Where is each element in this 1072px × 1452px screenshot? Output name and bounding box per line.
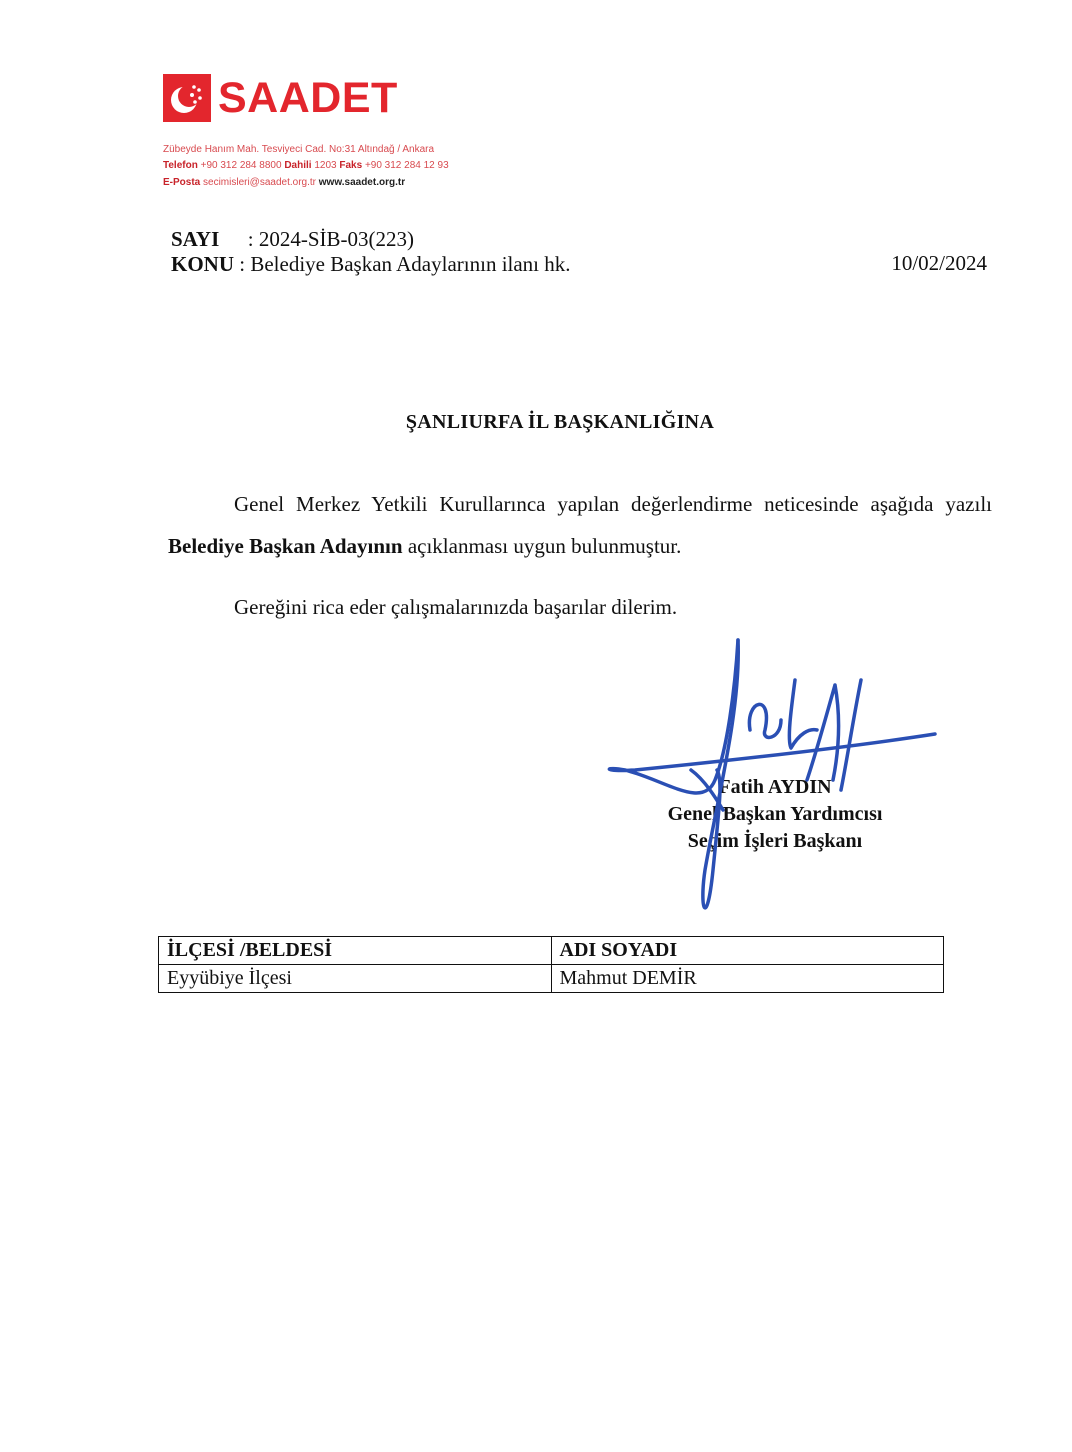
phone-label: Telefon [163, 160, 198, 171]
konu-label: KONU [171, 252, 234, 276]
body-paragraph-1 [168, 483, 992, 567]
email-label: E-Posta [163, 177, 201, 188]
konu-line [171, 251, 571, 277]
letterhead-phone-line [163, 159, 449, 173]
p1-start: Genel Merkez Yetkili Kurullarınca yapılan değerlendirme neticesinde aşağıda yazılı [234, 492, 992, 516]
signer-title-1: Genel Başkan Yardımcısı [667, 803, 883, 825]
website-link[interactable]: www.saadet.org.tr [318, 177, 406, 188]
header-full-name: ADI SOYADI [551, 937, 944, 965]
sayi-label: SAYI [171, 227, 220, 251]
sayi-value: : 2024-SİB-03(223) [247, 227, 415, 251]
cell-full-name: Mahmut DEMİR [551, 965, 944, 993]
table-row [159, 965, 944, 993]
email-value: secimisleri@saadet.org.tr [203, 177, 316, 188]
p1-bold: Belediye Başkan Adayının [168, 534, 403, 558]
header-district: İLÇESİ /BELDESİ [159, 937, 552, 965]
logo-emblem [163, 74, 211, 122]
handwritten-signature [595, 630, 945, 940]
crescent-star-icon [163, 74, 211, 122]
candidate-table [158, 936, 944, 993]
ext-label: Dahili [284, 160, 312, 171]
logo-text: SAADET [218, 74, 398, 122]
document-date: 10/02/2024 [891, 251, 987, 275]
fax-value: +90 312 284 12 93 [364, 160, 449, 171]
sayi-line [171, 226, 414, 252]
body-paragraph-2: Gereğini rica eder çalışmalarınızda başarılar dilerim. [234, 595, 678, 619]
ext-value: 1203 [314, 160, 337, 171]
letterhead-contact-line [163, 176, 405, 190]
konu-value: : Belediye Başkan Adaylarının ilanı hk. [239, 252, 571, 276]
cell-district: Eyyübiye İlçesi [159, 965, 552, 993]
signer-name: Fatih AYDIN [718, 776, 832, 798]
recipient-heading: ŞANLIURFA İL BAŞKANLIĞINA [405, 411, 715, 433]
phone-value: +90 312 284 8800 [200, 160, 282, 171]
p1-end: açıklanması uygun bulunmuştur. [402, 534, 682, 558]
letterhead-address: Zübeyde Hanım Mah. Tesviyeci Cad. No:31 Altındağ / Ankara [163, 144, 435, 155]
table-header-row [159, 937, 944, 965]
signer-title-2: Seçim İşleri Başkanı [687, 830, 863, 852]
fax-label: Faks [339, 160, 363, 171]
